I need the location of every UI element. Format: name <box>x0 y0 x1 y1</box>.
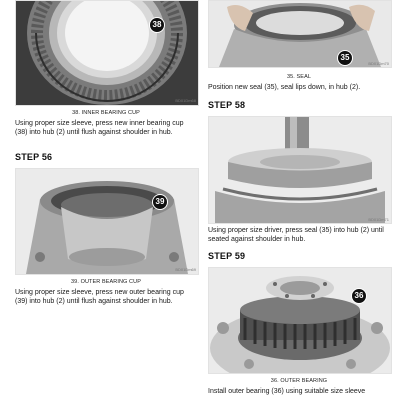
figure-caption: 39. OUTER BEARING CUP <box>71 279 141 285</box>
seal-driver-illustration <box>209 117 391 223</box>
instruction-text: Using proper size sleeve, press new outer bearing cup (39) into hub (2) until flush against shoulder in hub. <box>15 289 184 305</box>
step-heading: STEP 59 <box>208 251 246 261</box>
seal-illustration <box>209 1 391 67</box>
inner-bearing-cup-photo <box>15 0 199 106</box>
figure-caption: 35. SEAL <box>286 74 312 80</box>
callout-38: 38 <box>149 17 165 33</box>
outer-bearing-cup-illustration <box>16 169 198 274</box>
callout-35: 35 <box>337 50 353 66</box>
outer-bearing-cup-photo <box>15 168 199 275</box>
figure-caption: 38. INNER BEARING CUP <box>72 110 140 116</box>
seal-photo <box>208 0 392 68</box>
photo-code: BD01Dm70 <box>368 61 389 66</box>
callout-39: 39 <box>152 194 168 210</box>
step-heading: STEP 58 <box>208 100 246 110</box>
inner-bearing-cup-illustration <box>16 1 198 105</box>
photo-code: BD01Dm68 <box>175 98 196 103</box>
figure-caption: 36. OUTER BEARING <box>270 378 328 384</box>
outer-bearing-photo <box>208 267 392 374</box>
instruction-text: Using proper size sleeve, press new inner bearing cup (38) into hub (2) until flush against shoulder in hub. <box>15 120 184 136</box>
seal-driver-photo <box>208 116 392 224</box>
instruction-text: Position new seal (35), seal lips down, in hub (2). <box>208 84 361 91</box>
outer-bearing-illustration <box>209 268 391 373</box>
instruction-text: Install outer bearing (36) using suitable size sleeve <box>208 388 366 395</box>
photo-code: BD01Dm69 <box>175 267 196 272</box>
step-heading: STEP 56 <box>15 152 53 162</box>
callout-36: 36 <box>351 288 367 304</box>
instruction-text: Using proper size driver, press seal (35) into hub (2) until seated against shoulder in hub. <box>208 227 384 243</box>
photo-code: BD01Dm71 <box>368 217 389 222</box>
